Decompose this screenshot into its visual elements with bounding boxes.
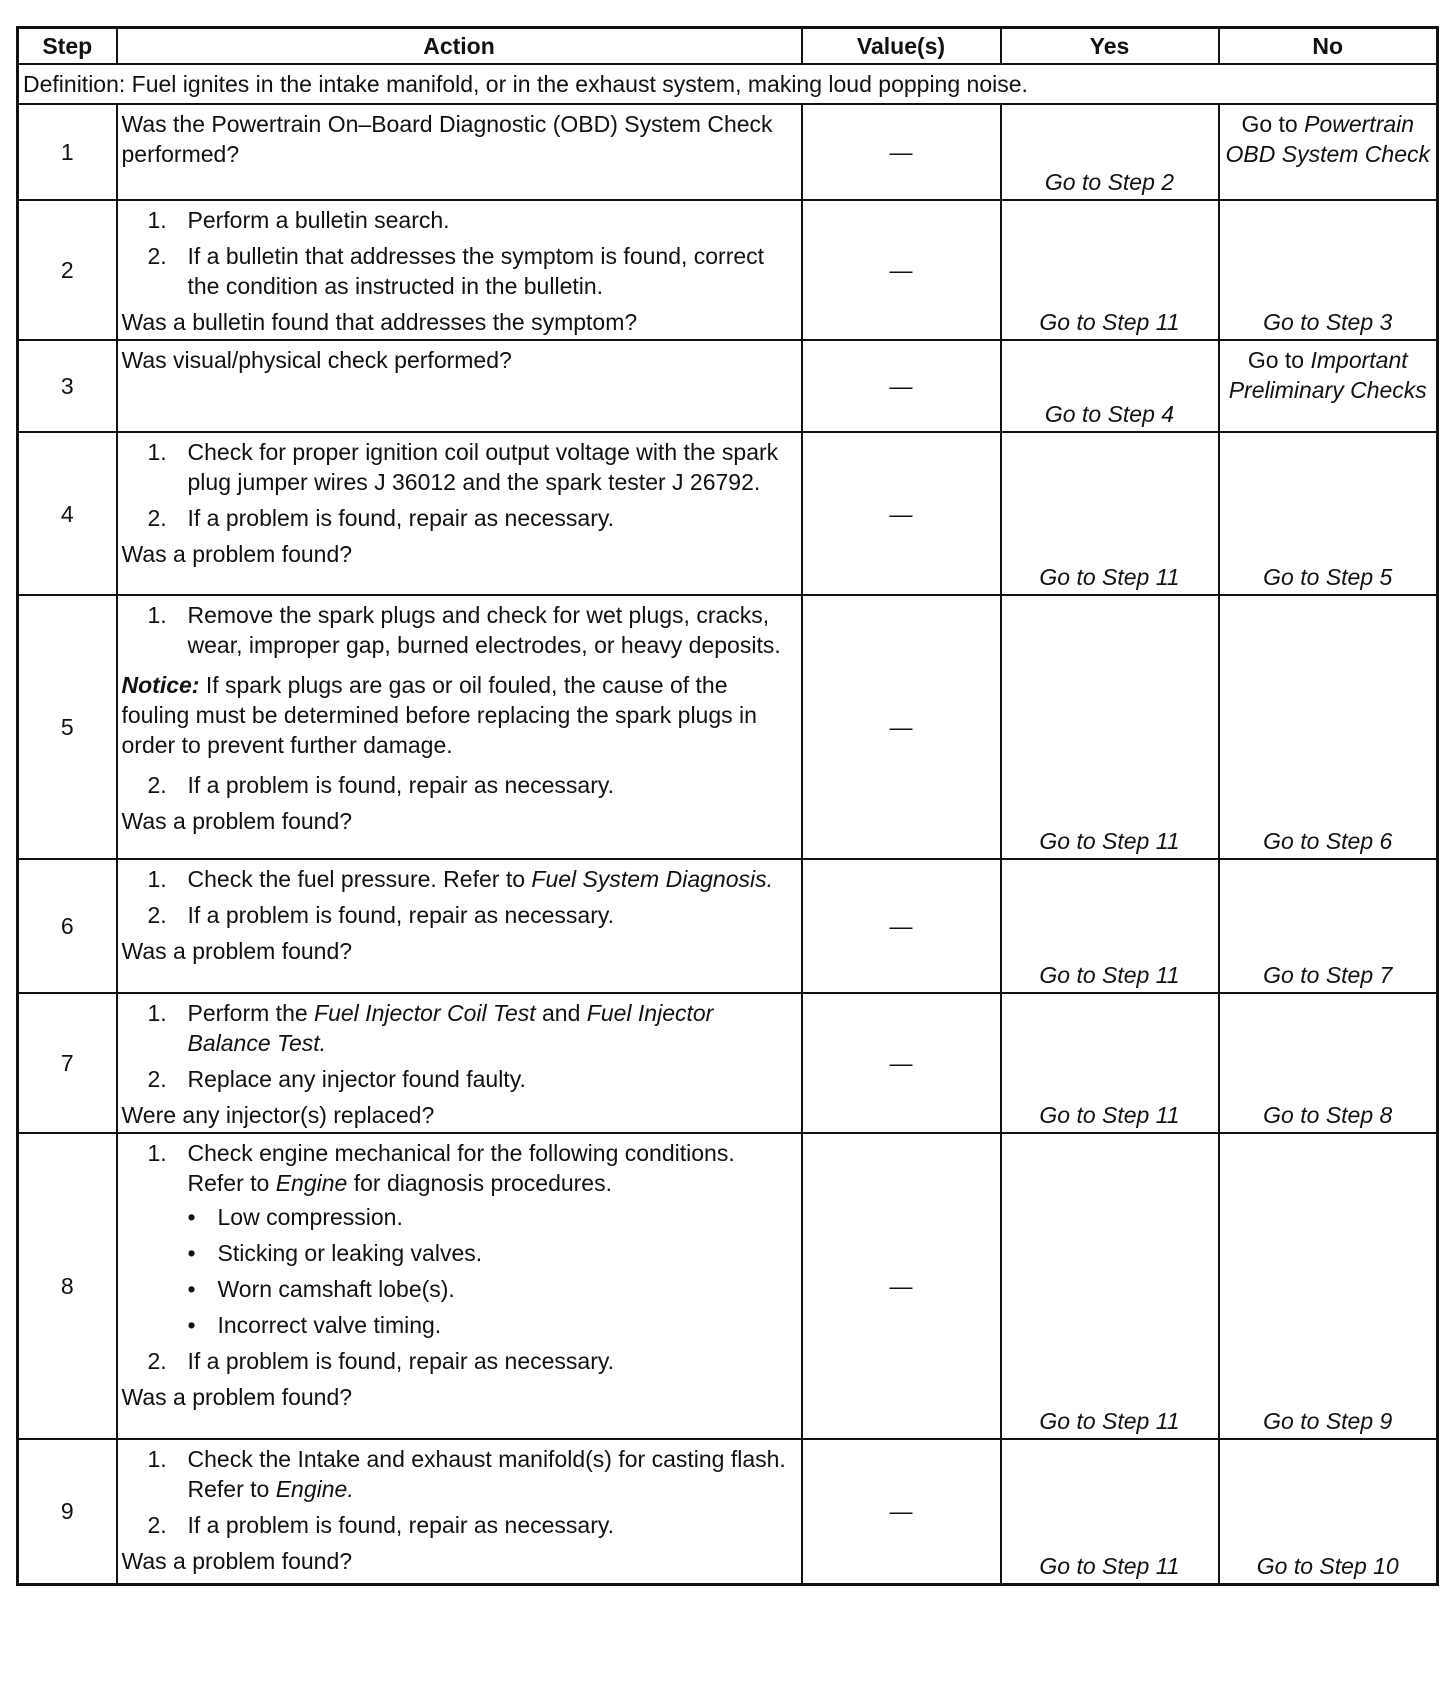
action-cell [117,595,802,859]
action-item: 1. Check the fuel pressure. Refer to Fuel System Diagnosis. [147,866,773,892]
header-step: Step [18,28,117,65]
step-number: 7 [18,993,117,1133]
no-cell: Go to Step 7 [1219,859,1438,993]
question: Was a problem found? [121,541,353,567]
action-cell [117,859,802,993]
header-yes: Yes [1001,28,1219,65]
header-no: No [1219,28,1438,65]
action-item: 2. If a problem is found, repair as necessary. [147,1512,615,1538]
no-cell: Go to Step 5 [1219,432,1438,595]
no-cell: Go to Step 6 [1219,595,1438,859]
value-cell: — [802,340,1001,432]
action-cell [117,104,802,200]
header-values: Value(s) [802,28,1001,65]
action-item: 2. If a problem is found, repair as necessary. [147,1348,615,1374]
step-number: 2 [18,200,117,340]
no-cell [1219,340,1438,432]
step-number: 9 [18,1439,117,1584]
yes-cell: Go to Step 11 [1001,200,1219,340]
no-cell [1219,104,1438,200]
bullet-item: • Low compression. [187,1204,403,1230]
question: Was a problem found? [121,1384,353,1410]
step-number: 1 [18,104,117,200]
definition-text: Definition: Fuel ignites in the intake manifold, or in the exhaust system, making loud popping noise. [18,64,1438,104]
table-row [18,340,1438,432]
value-cell: — [802,1133,1001,1439]
table-row [18,1133,1438,1439]
no-prefix: Go to [1247,347,1305,373]
no-cell: Go to Step 8 [1219,993,1438,1133]
action-cell [117,1133,802,1439]
coil-test-link: Fuel Injector Coil Test [314,1000,536,1026]
yes-cell: Go to Step 11 [1001,595,1219,859]
action-item: 2. If a problem is found, repair as necessary. [147,505,615,531]
value-cell: — [802,993,1001,1133]
action-cell [117,200,802,340]
question: Was the Powertrain On–Board Diagnostic (OBD) System Check performed? [121,111,773,167]
no-cell: Go to Step 10 [1219,1439,1438,1584]
table-row [18,1439,1438,1584]
action-item: 1. Check the Intake and exhaust manifold(s) for casting flash. Refer to Engine. [147,1446,786,1502]
notice-label: Notice: [121,672,200,698]
notice-text: If spark plugs are gas or oil fouled, the cause of the fouling must be determined before replacing the spark plugs in order to prevent further damage. [121,672,757,758]
table-row [18,200,1438,340]
diagnostic-table [16,26,1439,1586]
engine-link: Engine [275,1170,348,1196]
question: Was a problem found? [121,808,353,834]
action-item: 2. Replace any injector found faulty. [147,1066,526,1092]
question: Was a problem found? [121,1548,353,1574]
bullet-item: • Incorrect valve timing. [187,1312,442,1338]
bullet-item: • Sticking or leaking valves. [187,1240,483,1266]
table-row [18,859,1438,993]
question: Was visual/physical check performed? [121,347,512,373]
notice [122,670,797,760]
value-cell: — [802,859,1001,993]
table-row [18,595,1438,859]
no-cell: Go to Step 3 [1219,200,1438,340]
question: Was a problem found? [121,938,353,964]
value-cell: — [802,432,1001,595]
balance-test-link: Fuel Injector Balance Test. [187,1000,714,1056]
action-cell [117,993,802,1133]
table-row [18,104,1438,200]
value-cell: — [802,104,1001,200]
no-link: Powertrain OBD System Check [1225,111,1430,167]
step-number: 3 [18,340,117,432]
action-item: 1. Remove the spark plugs and check for wet plugs, cracks, wear, improper gap, burned electrodes, or heavy deposits. [147,602,781,658]
no-link: Important Preliminary Checks [1228,347,1427,403]
action-item: 1. Check engine mechanical for the following conditions. Refer to Engine for diagnosis procedures. • Low compression. • Sticking or leaking valves. • Worn camshaft lobe(s). • Incorrect valve timing. [122,1138,797,1340]
header-action: Action [117,28,802,65]
action-item: 1. Perform a bulletin search. [147,207,450,233]
question: Were any injector(s) replaced? [121,1102,435,1128]
engine-link: Engine. [275,1476,354,1502]
yes-cell: Go to Step 11 [1001,1439,1219,1584]
step-number: 6 [18,859,117,993]
no-cell: Go to Step 9 [1219,1133,1438,1439]
value-cell: — [802,595,1001,859]
action-cell [117,432,802,595]
action-item: 1. Perform the Fuel Injector Coil Test and Fuel Injector Balance Test. [147,1000,714,1056]
value-cell: — [802,1439,1001,1584]
table-row [18,432,1438,595]
step-number: 4 [18,432,117,595]
action-cell [117,1439,802,1584]
step-number: 5 [18,595,117,859]
table-row [18,993,1438,1133]
action-cell [117,340,802,432]
yes-cell: Go to Step 2 [1001,104,1219,200]
value-cell: — [802,200,1001,340]
yes-cell: Go to Step 11 [1001,1133,1219,1439]
yes-cell: Go to Step 11 [1001,859,1219,993]
yes-cell: Go to Step 11 [1001,993,1219,1133]
fuel-system-link: Fuel System Diagnosis. [531,866,773,892]
action-item: 2. If a problem is found, repair as necessary. [147,772,615,798]
definition-row [18,64,1438,104]
no-prefix: Go to [1241,111,1298,137]
header-row [18,28,1438,65]
action-item: 2. If a bulletin that addresses the symptom is found, correct the condition as instructed in the bulletin. [147,243,765,299]
yes-cell: Go to Step 11 [1001,432,1219,595]
action-item: 1. Check for proper ignition coil output voltage with the spark plug jumper wires J 36012 and the spark tester J 26792. [147,439,779,495]
bullet-item: • Worn camshaft lobe(s). [187,1276,455,1302]
question: Was a bulletin found that addresses the symptom? [121,309,638,335]
action-item: 2. If a problem is found, repair as necessary. [147,902,615,928]
yes-cell: Go to Step 4 [1001,340,1219,432]
step-number: 8 [18,1133,117,1439]
